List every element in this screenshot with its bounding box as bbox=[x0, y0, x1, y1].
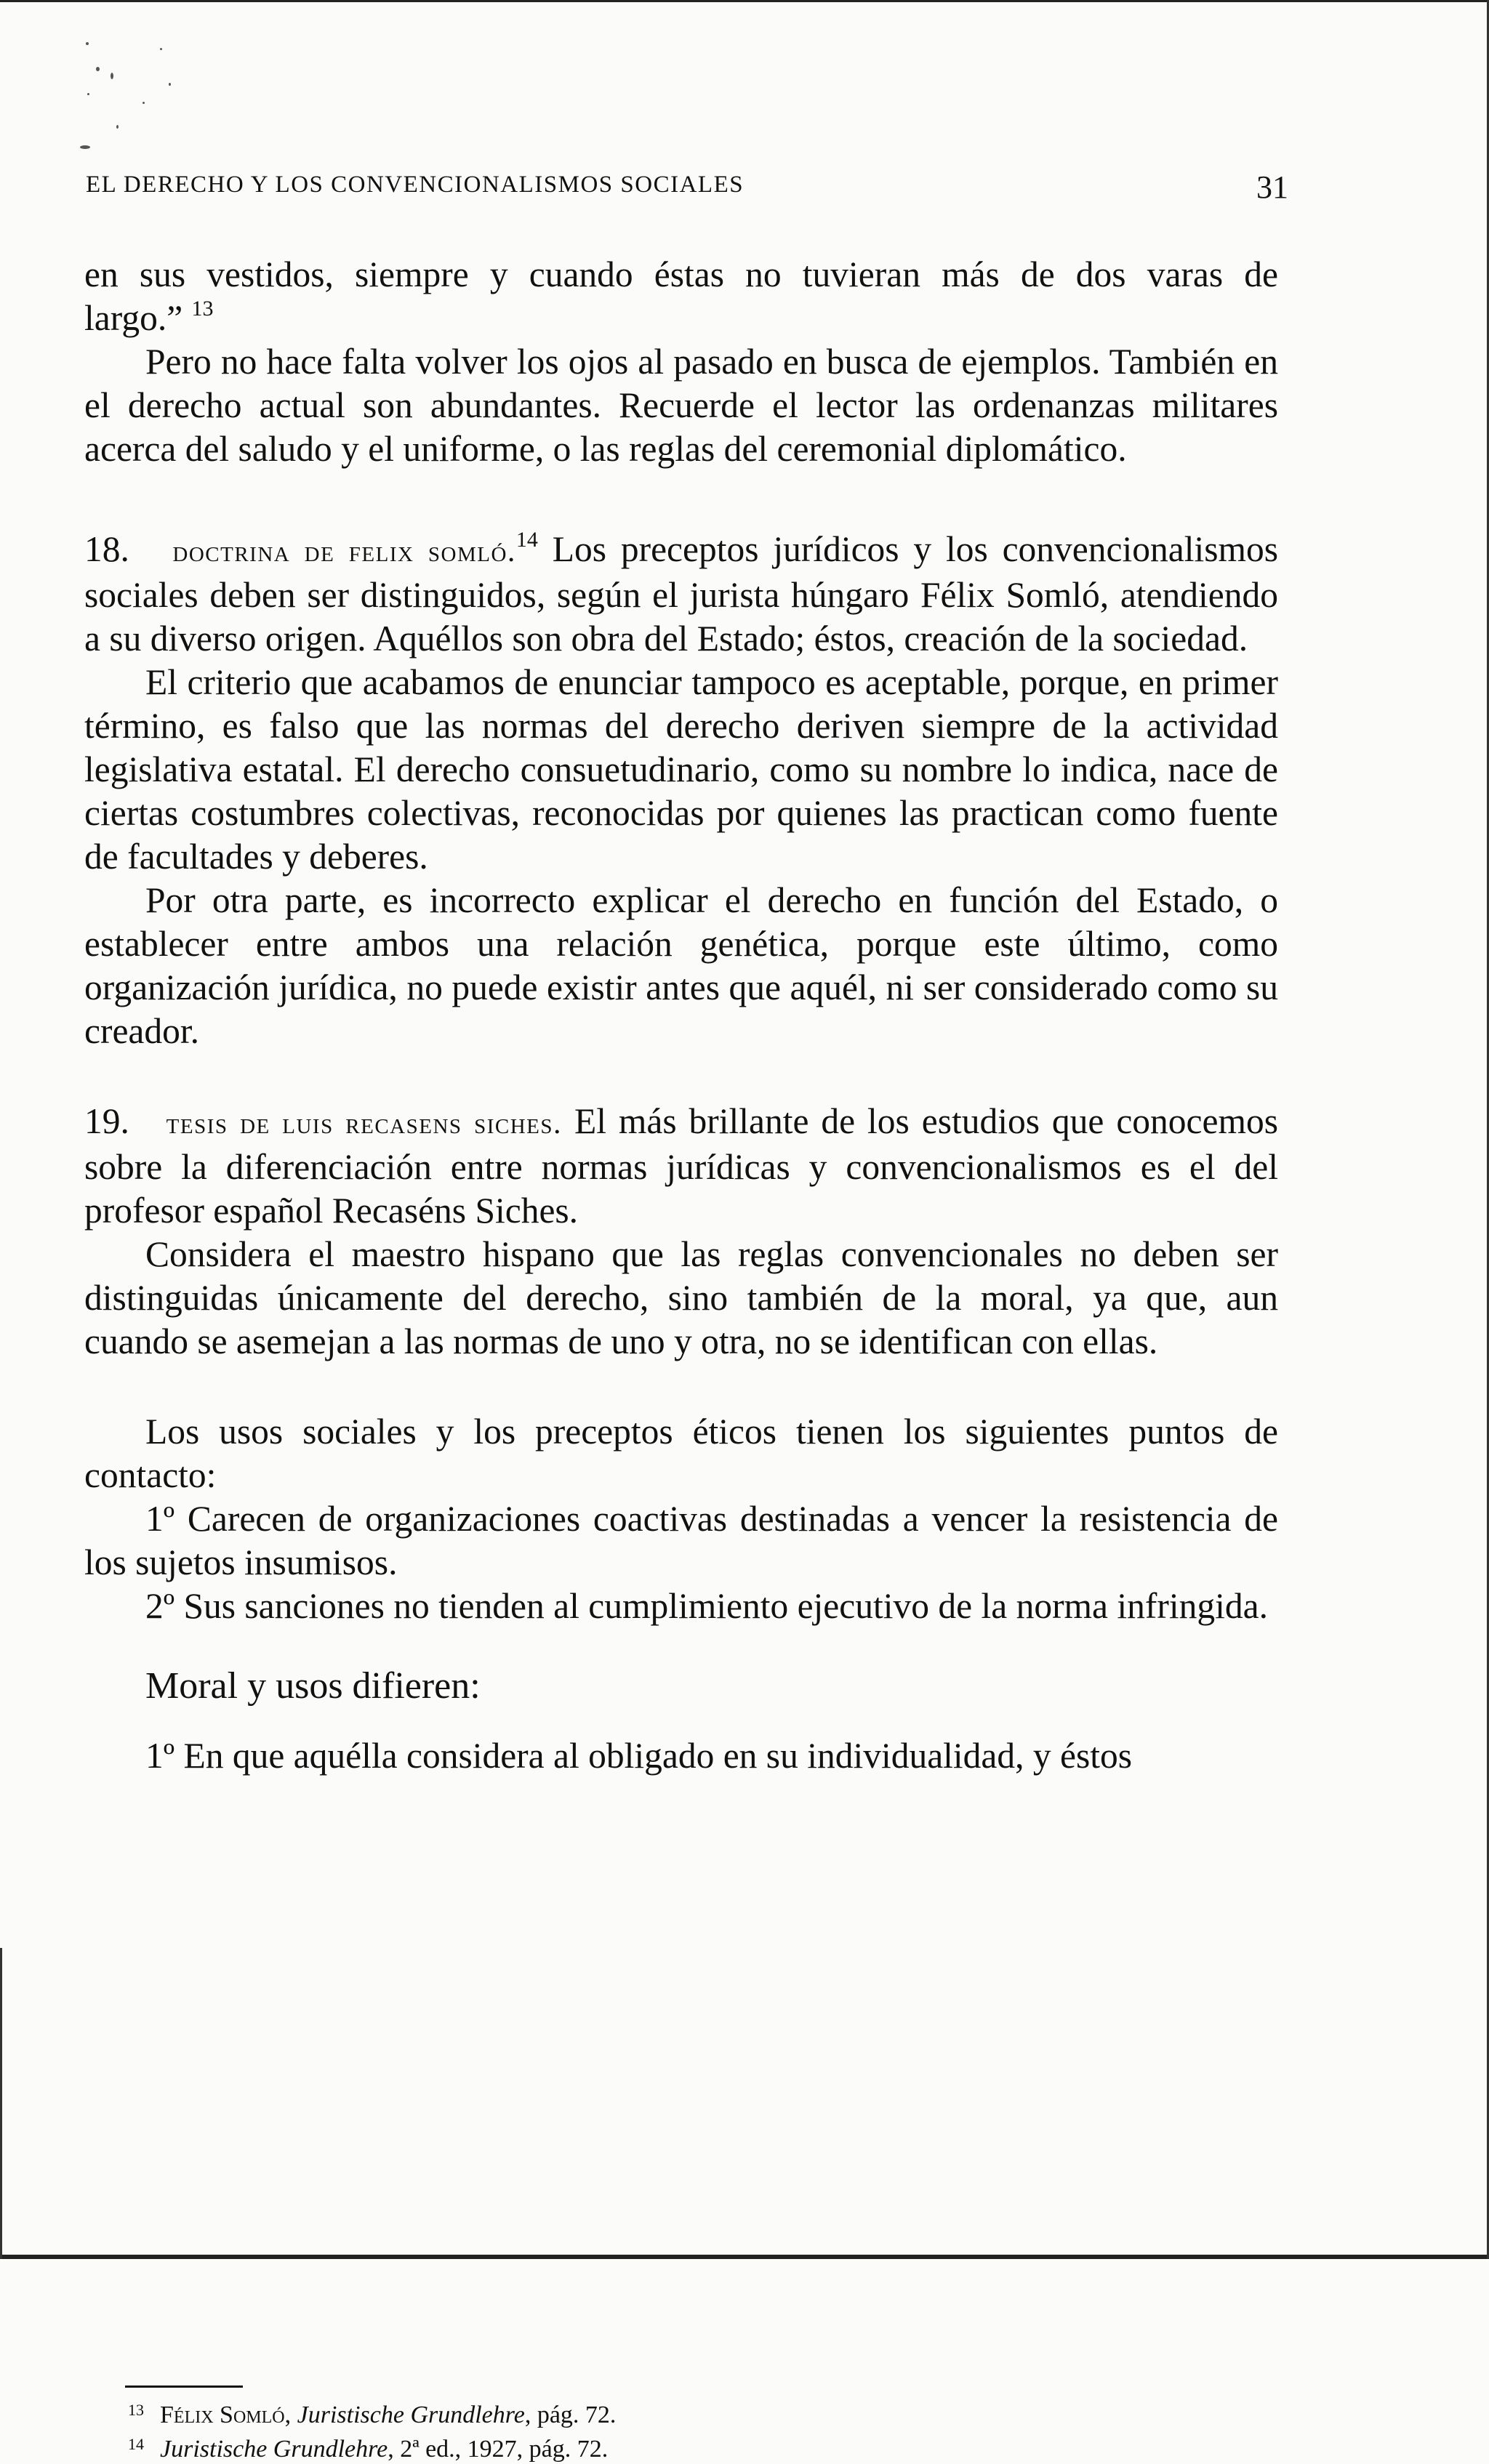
footnote-citation: , pág. 72. bbox=[524, 2401, 617, 2428]
footnote-13: $^{13}$ Félix Somló, Juristische Grundlehre, pág. 72. bbox=[128, 2401, 617, 2428]
scan-border-left bbox=[0, 1948, 2, 2259]
list-item-2: 2º Sus sanciones no tienden al cumplimiento ejecutivo de la norma infringida. bbox=[145, 1586, 1268, 1626]
paragraph-difieren: Moral y usos difieren: bbox=[145, 1665, 481, 1707]
paragraph-examples: Pero no hace falta volver los ojos al pasado en busca de ejemplos. También en el derecho actual son abundantes. Recuerde el lector las ordenanzas militares acerca del saludo y el uniforme, o las reglas del ceremonial diplomático. bbox=[84, 342, 1278, 469]
footnote-14 bbox=[128, 2430, 1146, 2464]
section-number: 19. bbox=[84, 1101, 129, 1141]
scan-border-top bbox=[0, 0, 1489, 2]
footnote-book-title: Juristische Grundlehre bbox=[160, 2436, 388, 2463]
footnote-number: 13 bbox=[128, 2401, 144, 2419]
footnotes bbox=[128, 2396, 1146, 2464]
list-item-difference-1: 1º En que aquélla considera al obligado en su individualidad, y éstos bbox=[145, 1736, 1133, 1776]
section-19 bbox=[84, 1100, 1278, 1233]
section-text: El más brillante de los estudios que conocemos sobre la diferenciación entre normas jurídicas y convencionalismos es el del profesor español Recaséns Siches. bbox=[84, 1101, 1279, 1231]
footnote-book-title: Juristische Grundlehre bbox=[297, 2401, 525, 2428]
scan-specks bbox=[73, 29, 218, 160]
paragraph-recasens: Considera el maestro hispano que las reglas convencionales no deben ser distinguidas únicamente del derecho, sino también de la moral, ya que, aun cuando se asemejan a las normas de uno y otra, no se identifican con ellas. bbox=[84, 1234, 1278, 1361]
footnote-number: 14 bbox=[128, 2435, 144, 2453]
paragraph-contacto: Los usos sociales y los preceptos éticos tienen los siguientes puntos de contacto: bbox=[84, 1412, 1278, 1495]
list-item-1: 1º Carecen de organizaciones coactivas destinadas a vencer la resistencia de los sujetos insumisos. bbox=[84, 1499, 1278, 1582]
section-number: 18. bbox=[84, 529, 129, 569]
section-text: Los preceptos jurídicos y los convencionalismos sociales deben ser distinguidos, según el jurista húngaro Félix Somló, atendiendo a su diverso origen. Aquéllos son obra del Estado; éstos, creación de la sociedad. bbox=[84, 529, 1279, 659]
footnote-citation: , 2ª ed., 1927, pág. 72. bbox=[388, 2436, 609, 2463]
footnote-ref-13: 13 bbox=[191, 297, 214, 321]
paragraph-criterio: El criterio que acabamos de enunciar tampoco es aceptable, porque, en primer término, es falso que las normas del derecho deriven siempre de la actividad legislativa estatal. El derecho consuetudinario, como su nombre lo indica, nace de ciertas costumbres colectivas, reconocidas por quienes las practican como fuente de facultades y deberes. bbox=[84, 662, 1278, 877]
section-18 bbox=[84, 528, 1278, 661]
paragraph-continuation-line: en sus vestidos, siempre y cuando éstas no tuvieran más de dos varas de bbox=[84, 254, 1278, 294]
footnote-author: Félix Somló bbox=[160, 2401, 285, 2428]
paragraph-text: largo.” bbox=[84, 298, 183, 338]
page-body bbox=[84, 253, 1278, 1778]
section-title: tesis de luis recasens siches. bbox=[166, 1107, 563, 1140]
footnote-ref-14: 14 bbox=[515, 528, 538, 552]
paragraph-continuation-end bbox=[84, 297, 1278, 340]
footnote-rule bbox=[125, 2386, 243, 2388]
section-title: doctrina de felix somló. bbox=[172, 535, 516, 568]
paragraph-estado: Por otra parte, es incorrecto explicar el derecho en función del Estado, o establecer entre ambos una relación genética, porque este último, como organización jurídica, no puede existir antes que aquél, ni ser considerado como su creador. bbox=[84, 880, 1278, 1051]
page-number: 31 bbox=[1256, 169, 1288, 205]
running-header: EL DERECHO Y LOS CONVENCIONALISMOS SOCIALES bbox=[86, 172, 744, 198]
scan-border-bottom bbox=[0, 2255, 1489, 2259]
